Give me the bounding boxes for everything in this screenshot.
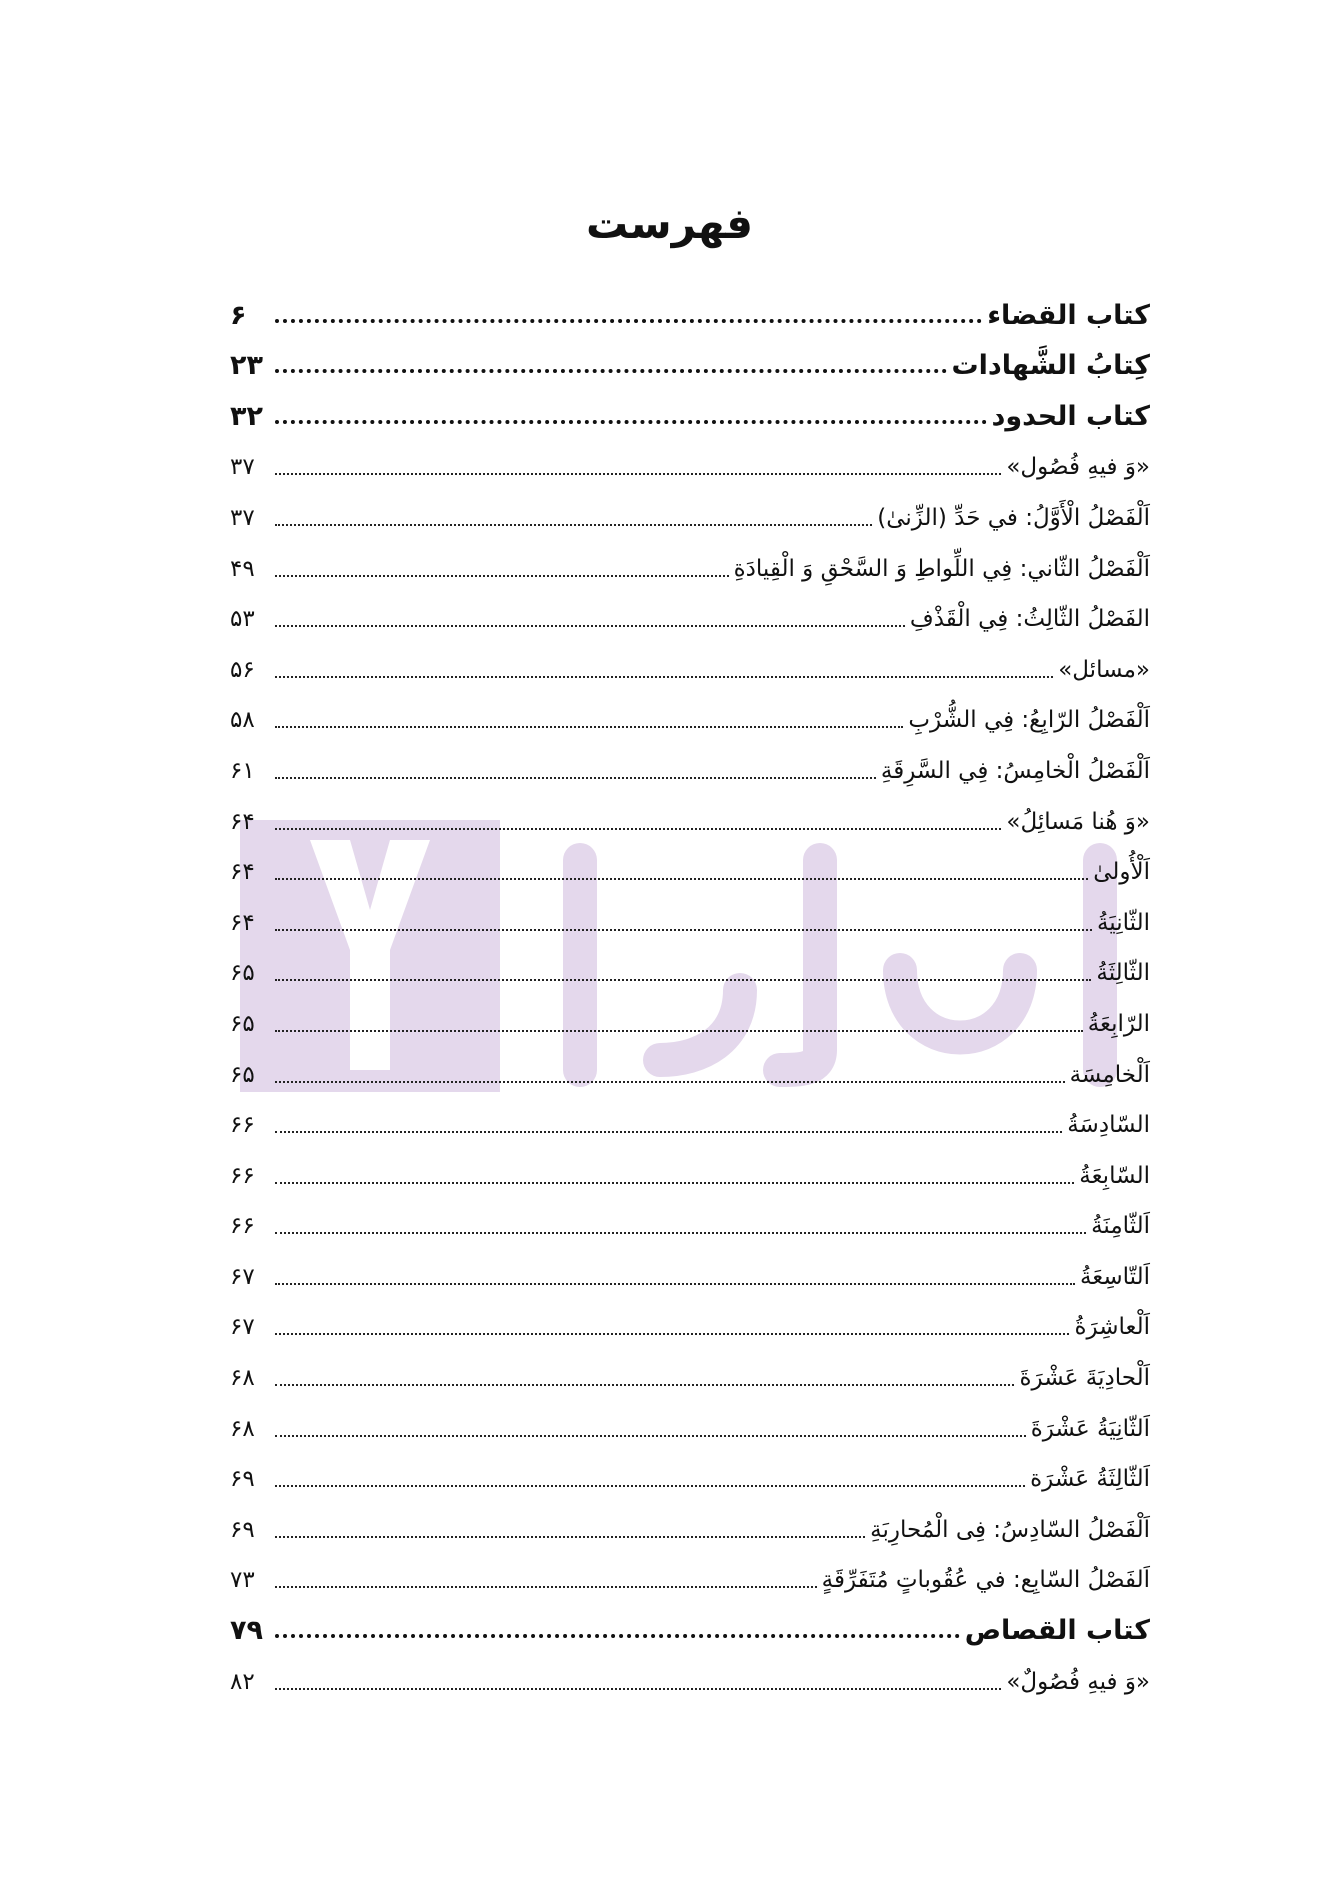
toc-entry[interactable] [230,440,1150,491]
toc-dot-leader [275,420,987,424]
toc-entry[interactable] [230,1502,1150,1553]
toc-page-number: ۴۹ [230,555,255,582]
toc-page-number: ۶۹ [230,1516,255,1543]
toc-page-number: ۵۳ [230,606,255,633]
toc-entry-title: الرّابِعَةُ [1087,1010,1150,1037]
toc-entry[interactable] [230,389,1150,440]
toc-entry[interactable] [230,1603,1150,1654]
toc-entry[interactable] [230,1047,1150,1098]
toc-entry-title: «وَ فيهِ فُصُول» [1006,454,1150,481]
page-title: فهرست [585,199,754,248]
toc-entry[interactable] [230,895,1150,946]
toc-entry[interactable] [230,490,1150,541]
toc-entry[interactable] [230,693,1150,744]
toc-entry[interactable] [230,541,1150,592]
toc-page-number: ۳۷ [230,504,255,531]
toc-entry[interactable] [230,1148,1150,1199]
toc-page-number: ۶۱ [230,757,255,784]
toc-page-number: ۶۸ [230,1365,255,1392]
toc-dot-leader [275,979,1091,981]
toc-entry-title: «مسائل» [1058,656,1150,683]
toc-page-number: ۶۹ [230,1466,255,1493]
toc-page-number: ۳۷ [230,454,255,481]
toc-page-number: ۶۷ [230,1314,255,1341]
toc-page-number: ۸۲ [230,1668,255,1695]
toc-page-number: ۶۸ [230,1415,255,1442]
toc-dot-leader [275,1384,1014,1386]
toc-dot-leader [275,473,1001,475]
toc-entry[interactable] [230,1553,1150,1604]
toc-entry-title: اَلْخامِسَة [1069,1061,1150,1088]
toc-entry-title: «وَ هُنا مَسائِلُ» [1006,808,1150,835]
toc-entry[interactable] [230,1452,1150,1503]
toc-entry-title: كتاب الحدود [991,400,1150,432]
toc-dot-leader [275,929,1092,931]
toc-dot-leader [275,828,1001,830]
toc-entry-title: اَلْأُولیٰ [1093,859,1150,886]
toc-entry[interactable] [230,1401,1150,1452]
toc-entry[interactable] [230,1300,1150,1351]
toc-page-number: ۶۴ [230,808,255,835]
toc-entry-title: اَلتّاسِعَةُ [1079,1263,1150,1290]
toc-entry[interactable] [230,642,1150,693]
toc-entry[interactable] [230,1350,1150,1401]
toc-entry-title: كتاب القصاص [964,1615,1150,1647]
toc-entry[interactable] [230,996,1150,1047]
toc-entry-title: السّادِسَةُ [1067,1112,1150,1139]
toc-dot-leader [275,1485,1025,1487]
toc-page-number: ۷۳ [230,1567,255,1594]
toc-page-number: ۶۶ [230,1213,255,1240]
toc-entry-title: اَلثّالِثَةُ عَشْرَة [1030,1466,1150,1493]
toc-dot-leader [275,575,729,577]
toc-entry-title: اَلْعاشِرَةُ [1074,1314,1150,1341]
toc-entry[interactable] [230,845,1150,896]
toc-dot-leader [275,1536,865,1538]
toc-dot-leader [275,625,905,627]
toc-page-number: ۲۳ [230,350,263,382]
toc-dot-leader [275,1634,960,1638]
toc-dot-leader [275,777,876,779]
toc-page-number: ۳۲ [230,400,263,432]
toc-dot-leader [275,1030,1083,1032]
toc-entry[interactable] [230,794,1150,845]
toc-dot-leader [275,726,903,728]
toc-dot-leader [275,1283,1075,1285]
toc-page-number: ۵۶ [230,656,255,683]
toc-page-number: ۷۹ [230,1615,263,1647]
toc-entry-title: كِتابُ الشَّهادات [951,350,1150,382]
toc-entry[interactable] [230,1654,1150,1705]
toc-entry[interactable] [230,743,1150,794]
toc-page-number: ۶۵ [230,1061,255,1088]
toc-entry-title: اَلْحادِيَةَ عَشْرَةَ [1019,1365,1150,1392]
toc-page-number: ۶۵ [230,1010,255,1037]
toc-page-number: ۶۷ [230,1263,255,1290]
toc-dot-leader [275,369,947,373]
toc-entry[interactable] [230,1199,1150,1250]
toc-dot-leader [275,1586,817,1588]
toc-entry[interactable] [230,1249,1150,1300]
table-of-contents [230,288,1150,1705]
toc-dot-leader [275,1435,1026,1437]
toc-entry-title: اَلْفَصْلُ الرّابِعُ: فِي الشُّرْبِ [908,707,1150,734]
toc-dot-leader [275,878,1088,880]
toc-page-number: ۶۶ [230,1162,255,1189]
toc-entry-title: اَلفَصْلُ السّابِع: في عُقُوباتٍ مُتَفَرِّقَةٍ [821,1567,1150,1594]
toc-dot-leader [275,1688,1001,1690]
toc-dot-leader [275,1081,1065,1083]
toc-page-number: ۶۶ [230,1112,255,1139]
toc-entry-title: الثّانِيَةُ [1096,909,1150,936]
toc-entry[interactable] [230,592,1150,643]
toc-dot-leader [275,319,982,323]
toc-entry-title: الفَصْلُ الثّالِثُ: فِي الْقَذْفِ [909,606,1150,633]
toc-entry[interactable] [230,1098,1150,1149]
toc-page-number: ۶۵ [230,960,255,987]
toc-page-number: ۶۴ [230,859,255,886]
toc-dot-leader [275,1232,1086,1234]
toc-entry-title: اَلْفَصْلُ الثّاني: فِي اللِّواطِ وَ السَّحْقِ وَ الْقِيادَةِ [733,555,1150,582]
toc-entry[interactable] [230,946,1150,997]
toc-entry-title: اَلثّامِنَةُ [1091,1213,1150,1240]
toc-page-number: ۶ [230,299,247,331]
toc-entry[interactable] [230,288,1150,339]
toc-dot-leader [275,1131,1062,1133]
toc-entry-title: اَلْفَصْلُ الْخامِسُ: فِي السَّرِقَةِ [880,757,1150,784]
toc-entry-title: اَلْفَصْلُ السّادِسُ: فِی الْمُحارِبَةِ [870,1516,1150,1543]
toc-page-number: ۶۴ [230,909,255,936]
toc-dot-leader [275,676,1053,678]
toc-entry-title: السّابِعَةُ [1079,1162,1150,1189]
toc-entry[interactable] [230,339,1150,390]
toc-entry-title: الثّالِثَةُ [1096,960,1150,987]
toc-entry-title: اَلثّانِيَةُ عَشْرَةَ [1030,1415,1150,1442]
toc-dot-leader [275,524,872,526]
toc-dot-leader [275,1333,1069,1335]
toc-entry-title: كتاب القضاء [987,299,1150,331]
toc-page-number: ۵۸ [230,707,255,734]
toc-entry-title: اَلْفَصْلُ الْأَوَّلُ: في حَدِّ (الزِّنیٰ) [877,504,1150,531]
toc-entry-title: «وَ فيهِ فُصُولٌ» [1006,1668,1150,1695]
toc-dot-leader [275,1182,1074,1184]
